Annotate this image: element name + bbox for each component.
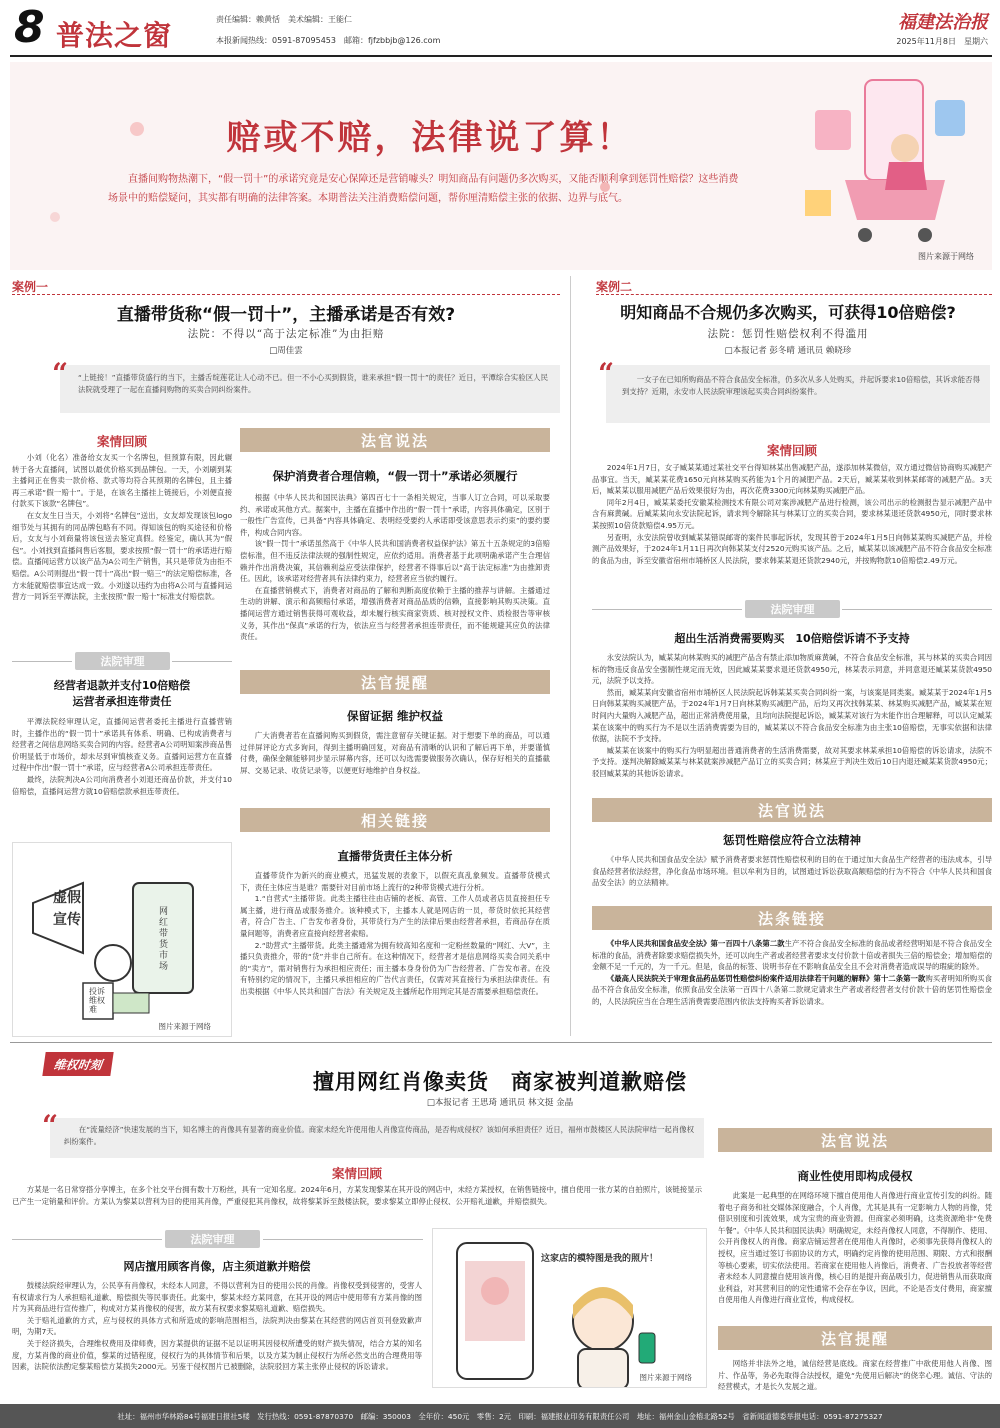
page-number: 8 [14,2,45,53]
case1-subtitle: 法院：不得以“高于法定标准”为由拒赔 [187,328,385,340]
pill-rule [172,661,232,662]
paragraph: 根据《中华人民共和国民法典》第四百七十一条相关规定，当事人订立合同，可以采取要约、承诺或其他方式。据案中，主播在直播中作出的“假一罚十”承诺，内容具体确定，区别于一般性广告宣传，已具备“内容具体确定、表明经受要约人承诺即受该意思表示约束”的要约要件，构成合同内容。 [240,493,550,537]
paragraph: 另查明，永安法院曾收到臧某某错误邮寄的案件民事起诉状，发现其曾于2024年1月5日向韩某某购买减肥产品，并检测产品效果好，于2024年1月11日再次向韩某某支付2520元购买该产品。之后，臧某某以该减肥产品不符合食品安全标准的食品为由，诉至安徽省宿州市埇桥区人民法院，要求韩某某退还货款2940元，并按购物款10倍赔偿2.49万元。 [592,532,992,565]
law-title: 《中华人民共和国食品安全法》第一百四十八条第二款 [606,939,785,948]
paragraph: 该“假一罚十”承诺虽然高于《中华人民共和国消费者权益保护法》第五十五条规定的3倍赔偿标准，但不违反法律法规的强制性规定，应依约适用。消费者基于此项明确承诺产生合理信赖并作出消费决策，其信赖利益应受法律保护，经营者不得事后以“高于法定标准”为由推卸责任。因此，该承诺对经营者具有法律约束力，经营者应当依约履行。 [240,539,550,584]
case1-trial [12,716,232,797]
bag-shape [935,100,965,136]
mid-body-3 [240,870,550,998]
cash-shape [113,993,149,1013]
banner-intro: 直播间购物热潮下，“假一罚十”的承诺究竟是安心保障还是营销噱头？明知商品有问题仍多次购买，又能否顺利拿到惩罚性赔偿？这些消费场景中的赔偿疑问，其实都有明确的法律答案。本期普法关注消费赔偿问题，帮你厘清赔偿主张的依据、边界与底气。 [108,174,739,204]
paper-logo: 福建法治报 [898,12,988,33]
banner-title: 赔或不赔，法律说了算！ [226,118,634,158]
footer-text: 社址：福州市华林路84号福建日报社5楼 发行热线：0591-87870370 邮编：350003 全年价：450元 零售：2元 印刷：福建报业印务有限责任公司 地址：福州金山金榕北路52号 省新闻道德委举报电话：0591-87275327 [117,1411,883,1421]
paragraph: 方某是一名日常穿搭分享博主，在多个社交平台拥有数十万粉丝，具有一定知名度。2024年6月，方某发现黎某在其开设的网店中，未经方某授权，在销售链接中，擅自使用一张方某的自拍照片，该链接显示已产生一定销量和评价。方某认为黎某以营利为目的使用其肖像，严重侵犯其肖像权，故将黎某诉至鼓楼法院，要求黎某立即停止侵权、公开赔礼道歉，并赔偿损失。 [12,1185,702,1206]
quote-mark: “ [598,357,615,390]
paragraph: 同年2月4日，臧某某委托安徽某检测技术有限公司对案涉减肥产品进行检测，该公司出示的检测报告显示减肥产品中含有麻黄碱。后臧某某向永安法院起诉，请求判令解除其与林某订立的买卖合同，要求林某退还货款4950元，同时要求林某按照10倍货款赔偿4.95万元。 [592,497,992,530]
law-text: 生产不符合食品安全标准的食品或者经营明知是不符合食品安全标准的食品，消费者除要求赔偿损失外，还可以向生产者或者经营者要求支付价款十倍或者损失三倍的赔偿金；增加赔偿的金额不足一千元的，为一千元。但是，食品的标签、说明书存在不影响食品安全且不会对消费者造成误导的瑕疵的除外。 [592,939,992,972]
banner [10,62,992,270]
column-divider [570,276,571,1036]
paragraph: 网络并非法外之地，诚信经营是底线。商家在经营推广中欲使用他人肖像、图片、作品等，务必先取得合法授权，避免“先使用后解决”的侥幸心理。诚信、守法的经营模式，才是长久发展之道。 [718,1359,992,1392]
case2-subtitle: 法院：惩罚性赔偿权利不得滥用 [707,328,869,340]
paragraph: 鼓楼法院经审理认为，公民享有肖像权，未经本人同意，不得以营利为目的使用公民的肖像。肖像权受到侵害的，受害人有权请求行为人承担赔礼道歉、赔偿损失等民事责任。此案中，黎某未经方某同意，在其开设的网店中使用带有方某肖像的图片为其商品进行宣传推广，构成对方某肖像权的侵害，故方某有权要求黎某赔礼道歉、赔偿损失。 [12,1281,422,1314]
case3-review-title: 案情回顾 [331,1166,382,1181]
cart-wheel [918,228,932,242]
case1-lead: “上链接！”直播带货盛行的当下，主播舌绽莲花让人心动不已。但一不小心买到假货，谁来承担“假一罚十”的责任？近日，平潭综合实验区人民法院就受理了一起在直播间购物的买卖合同纠纷案件。 [78,373,548,394]
case2-trial-head: 超出生活消费需要购买 10倍赔偿诉请不予支持 [674,632,910,645]
case3-lead: 在“流量经济”快速发展的当下，知名博主的肖像具有显著的商业价值。商家未经允许使用他人肖像宣传商品，是否构成侵权？该如何承担责任？近日，福州市鼓楼区人民法院审结一起肖像权纠纷案件。 [64,1125,694,1146]
cartoon-credit: 图片来源于网络 [158,1022,211,1031]
case3-byline: □本报记者 王思琦 通讯员 林文挺 金晶 [426,1098,574,1108]
section-divider [10,1042,992,1043]
case1-label-rule [12,294,560,295]
mid-band-judge: 法官说法 [240,428,550,452]
paragraph: 2024年1月7日，女子臧某某通过某社交平台得知林某出售减肥产品，遂添加林某微信，双方通过微信协商购买减肥产品事宜。当天，臧某某花费1650元向林某购买药能为1个月的减肥产品。2天后，臧某某收到林某邮寄的减肥产品。3天后，臧某某以服用减肥产品后效果很好为由，再次花费3300元向林某购买减肥产品。 [592,463,992,496]
cartoon-text-3: 投诉维权难 [89,987,105,1014]
case2-law [592,938,992,1008]
case1-label: 案例一 [12,280,49,294]
cart-wheel [858,228,872,242]
case2-heading: 惩罚性赔偿应符合立法精神 [723,833,861,847]
case3-reminder [718,1358,992,1393]
case1-byline: □周佳雲 [269,346,303,356]
case3-trial [12,1280,422,1373]
pill-rule [12,1239,162,1240]
paragraph: 在女友生日当天，小刘将“名牌包”送出，女友却发现该包logo细节处与其拥有的同品牌包略有不同。得知该包的购买途径和价格后，女友与小刘商量将该包送去鉴定真假。经鉴定，确认其为“假包”。小刘找到直播间售后客服，要求按照“假一罚十”的承诺进行赔偿。直播间运营方以该产品为A公司生产销售，其只是带货为由拒不赔偿。A公司则提出“假一罚十”高出“假一赔三”的法定赔偿标准，各方未能就赔偿事宜达成一致。小刘遂以违约为由将A公司与直播间运营方一同诉至平潭法院，主张按照“假一赔十”标准支付赔偿款。 [12,510,232,602]
shopper-head [891,134,919,162]
case3-band-judge: 法官说法 [718,1128,992,1152]
case2-review-title: 案情回顾 [766,443,817,458]
figure-head [95,945,131,981]
cartoon-text-1: 虚假 [53,890,81,906]
case3-illustration [432,1228,707,1388]
editor-line: 责任编辑：赖黄恬 美术编辑：王能仁 [216,15,352,24]
paragraph: 关于经济损失，合理维权费用及律师费，因方某提供的证据不足以证明其因侵权所遭受的财产损失情况，结合方某的知名度，方某肖像的商业价值，黎某的过错程度，侵权行为的具体情节和后果，以及方某为制止侵权行为所必然支出的合理费用等因素，法院依法酌定黎某赔偿方某损失2000元。另鉴于侵权图片已被删除，法院驳回方某主张停止侵权的诉讼请求。 [12,1338,422,1372]
mid-heading-3: 直播带货责任主体分析 [337,849,453,863]
paragraph: 最终，法院判决A公司向消费者小刘退还商品价款，并支付10倍赔偿，直播间运营方就10倍赔偿款承担连带责任。 [12,774,232,796]
case2-lead: 一女子在已知所购商品不符合食品安全标准，仍多次从多人处购买，并起诉要求10倍赔偿，其诉求能否得到支持？近期，永安市人民法院审理该起买卖合同纠纷案件。 [622,375,980,396]
case2-label: 案例二 [596,280,633,294]
bag-shape [815,110,851,150]
cartoon-text-2: 宣传 [53,912,81,928]
paragraph: 直播带货作为新兴的商业模式，迅猛发展的表象下，以假充真乱象频发。直播带货模式下，责任主体应当是谁？需要针对目前市场上流行的2种带货模式进行分析。 [240,871,550,892]
masthead [10,2,992,53]
decor-dot [130,122,144,136]
mid-band-reminder: 法官提醒 [240,670,550,694]
mid-body-1 [240,492,550,643]
illustration-credit: 图片来源于网络 [639,1373,692,1382]
pill-rule [592,609,742,610]
case3-body [718,1190,992,1306]
cartoon-text-4: 网红带货市场 [159,907,169,972]
law-text: 购买者明知所购买食品不符合食品安全标准，依照食品安全法第一百四十八条第二款规定请求生产者或者经营者支付价款十倍的惩罚性赔偿金的，人民法院应当在合理生活消费需要范围内依法支持购买者诉讼请求。 [592,973,992,1006]
case3-trial-pill: 法院审理 [165,1230,260,1248]
law-title: 《最高人民法院关于审理食品药品惩罚性赔偿纠纷案件适用法律若干问题的解释》第十二条第一款 [606,973,926,983]
paragraph: 2.“助营式”主播带货。此类主播通常为拥有较高知名度和一定粉丝数量的“网红、大V”，主播只负责推介，带的“货”并非自己所有。在这种情况下，经营者才是信息网络买卖合同关系中的“卖方”，需对销售行为承担相应责任；而主播本身身份仍为广告经营者、广告发布者。在没有特别约定的情况下，主播只承担相应的广告代言责任，仅需对其直接行为承担法律责任。有出卖根据《中华人民共和国广告法》有关规定及主播所起作用判定其是否需要承担赔偿责任。 [240,940,550,996]
case1-trial-head: 经营者退款并支付10倍赔偿 运营者承担连带责任 [53,679,191,708]
issue-date: 2025年11月8日 星期六 [896,37,988,46]
case2-title: 明知商品不合规仍多次购买，可获得10倍赔偿? [620,303,956,322]
paragraph: 小刘（化名）准备给女友买一个名牌包，但预算有限，因此辗转于各大直播间，试图以最优价格买到品牌包。一天，小刘刷到某主播间正在售卖一款价格、款式等均符合其预期的名牌包，且主播再三承诺“假一赔十”。于是，在该名主播挂上链接后，小刘便直接付款买下该款“名牌包”。 [12,453,232,509]
mid-heading-2: 保留证据 维护权益 [346,709,443,723]
case2-label-rule [596,294,992,295]
case3-label: 维权时刻 [52,1057,103,1072]
paragraph: 关于赔礼道歉的方式，应与侵权的具体方式和所造成的影响范围相当，法院判决由黎某在其经营的网店首页刊登致歉声明，为期7天。 [12,1315,422,1337]
case2-byline: □本报记者 彭冬晴 通讯员 赖晓珍 [724,346,852,356]
pill-rule [842,609,992,610]
phone-in-hand [639,1333,655,1363]
paragraph: 广大消费者若在直播间购买到假货，需注意留存关键证据。对于想要下单的商品，可以通过伴屏评论方式多询问，得到主播明确回复，对商品有清晰的认识和了解后再下单，并要谨慎付费，确保金额能够同步显示屏幕内容，还可以勾选需要做服务次确认，保存好相关的直播截屏、交易记录、收货记录等，以便更好地维护自身权益。 [240,731,550,775]
girl-body [578,1349,628,1388]
model-head [481,1277,509,1305]
case1-trial-pill: 法院审理 [75,652,170,670]
paragraph: 在直播营销模式下，消费者对商品的了解和判断高度依赖于主播的推荐与讲解。主播通过生动的讲解、演示和高频赔付承诺，增强消费者对商品品质的信赖，直接影响其购买决策。直播间运营方通过销售获得可观收益，却未履行核实商家资质、核对授权文件、质检报告等审核义务，其作出“保真”承诺的行为，依法应当与经营者承担连带责任，而不能规避其应负的法律责任。 [240,585,550,642]
hotline-line: 本报新闻热线：0591-87095453 邮箱：fjfzbbjb@126.com [216,36,441,45]
case3-label-tag [42,1052,113,1076]
case1-title: 直播带货称“假一罚十”，主播承诺是否有效? [116,305,456,325]
pill-rule [12,661,72,662]
illustration-caption: 这家店的模特图是我的照片！ [541,1254,659,1264]
paragraph: 臧某某在该案中的购买行为明显超出普通消费者的生活消费需要，故对其要求林某承担10倍赔偿的诉讼请求，法院不予支持。遂判决解除臧某某与林某就案涉减肥产品订立的买卖合同；林某应于判决生效后10日内退还臧某某货款4950元；驳回臧某某的其他诉讼请求。 [592,745,992,778]
paragraph: 1.“自营式”主播带货。此类主播往往由店铺的老板、高管、工作人员或者店员直接担任专属主播，进行商品或服务推介。该种模式下，主播本人就是网店的一员，带货时依托其经营者，符合广告主、广告发布者身份，其带货行为产生的法律后果由经营者承担，若商品存在质量问题等，消费者应直接向经营者索赔。 [240,894,550,938]
case3-review [12,1184,702,1207]
case3-title: 擅用网红肖像卖货 商家被判道歉赔偿 [313,1070,687,1094]
case1-review-title: 案情回顾 [96,434,147,449]
case2-review [592,462,992,566]
header-rule [10,55,992,57]
mid-heading-1: 保护消费者合理信赖，“假一罚十”承诺必须履行 [272,469,518,483]
section-title: 普法之窗 [56,19,173,52]
banner-photo-credit: 图片来源于网络 [918,252,974,261]
paragraph: 然而，臧某某向安徽省宿州市埇桥区人民法院起诉韩某某买卖合同纠纷一案，与该案是同类案。臧某某于2024年1月5日向韩某某购买减肥产品，于2024年1月7日向林某购买减肥产品，后均又再次找韩某某、林某购买减肥产品，臧某某在短时间内大量购入减肥产品，超出正常消费使用量，且均向法院提起诉讼，臧某某对该行为未能作出合理解释，可以认定臧某某在该案中的购买行为不是以生活消费需要为目的，臧某某以不符合食品安全标准为由主张10倍赔偿，无事实依据和法律依据，法院不予支持。 [592,687,992,744]
paragraph: 《中华人民共和国食品安全法》赋予消费者要求惩罚性赔偿权利的目的在于通过加大食品生产经营者的违法成本，引导食品经营者依法经营，净化食品市场环境。但以牟利为目的，试图通过诉讼获取高额赔偿的行为不符合《中华人民共和国食品安全法》的立法精神。 [592,855,992,888]
shopping-illustration [785,70,990,260]
pill-rule [263,1239,423,1240]
case1-review [12,452,232,603]
shopper-body [885,162,927,190]
case1-cartoon [12,842,232,1037]
paragraph: 永安法院认为，臧某某向林某购买的减肥产品含有禁止添加物质麻黄碱，不符合食品安全标准，其与林某的买卖合同因标的物违反食品安全强制性规定而无效，因此臧某某要求退还货款4950元，林某表示同意，并同意退还臧某某货款4950元，法院予以支持。 [592,653,992,686]
paragraph: 此案是一起典型的在网络环境下擅自使用他人肖像进行商业宣传引发的纠纷。随着电子商务和社交媒体深度融合，个人肖像，尤其是具有一定影响力人物的肖像，凭借识别度和引流效果，成为宝贵的商业资源。但商家必须明确，这类资源绝非“免费午餐”。《中华人民共和国民法典》明确规定，未经肖像权人同意，不得制作、使用、公开肖像权人的肖像。商家店铺运营者在使用他人肖像时，必须事先获得肖像权人的授权，应当通过签订书面协议的方式，明确约定肖像的使用范围、期限、方式和报酬等核心要素，切实依法使用。若商家在使用他人肖像后，消费者、广告投放者等经营者未经本人同意擅自使用该肖像，核心目的是提升商品吸引力，促进销售从而获取商业利益，对其营利目的的定性通常不会存在争议，因此，不论是否支付费用，商家擅自使用他人肖像进行商业宣传，构成侵权。 [718,1191,992,1305]
mid-band-link: 相关链接 [240,808,550,832]
paragraph: 平潭法院经审理认定，直播间运营者委托主播进行直播营销时，主播作出的“假一罚十”承诺具有体系、明确、已构成消费者与经营者之间信息网络买卖合同的内容。经营者A公司明知案涉商品售价明显低于市场价，却未尽到审慎核查义务。直播间运营方在直播过程中作出“假一罚十”承诺，应与经营者A公司承担连带责任。 [12,717,232,773]
case3-band-reminder: 法官提醒 [718,1326,992,1350]
case2-band-law: 法条链接 [592,906,992,930]
case2-trial-pill: 法院审理 [745,600,840,618]
case2-body [592,854,992,889]
law-paragraph [592,973,992,1008]
case3-heading: 商业性使用即构成侵权 [797,1169,913,1183]
mid-body-2 [240,730,550,776]
law-paragraph [592,938,992,973]
decor-dot [50,212,60,222]
case2-band-judge: 法官说法 [592,798,992,822]
case2-trial [592,652,992,780]
cartoon-drawing [13,843,231,1023]
quote-mark: “ [52,357,69,390]
gift-shape [805,190,831,216]
footer-bar [0,1404,1000,1428]
quote-mark: “ [42,1109,59,1142]
case3-trial-head: 网店擅用顾客肖像，店主须道歉并赔偿 [123,1260,311,1273]
